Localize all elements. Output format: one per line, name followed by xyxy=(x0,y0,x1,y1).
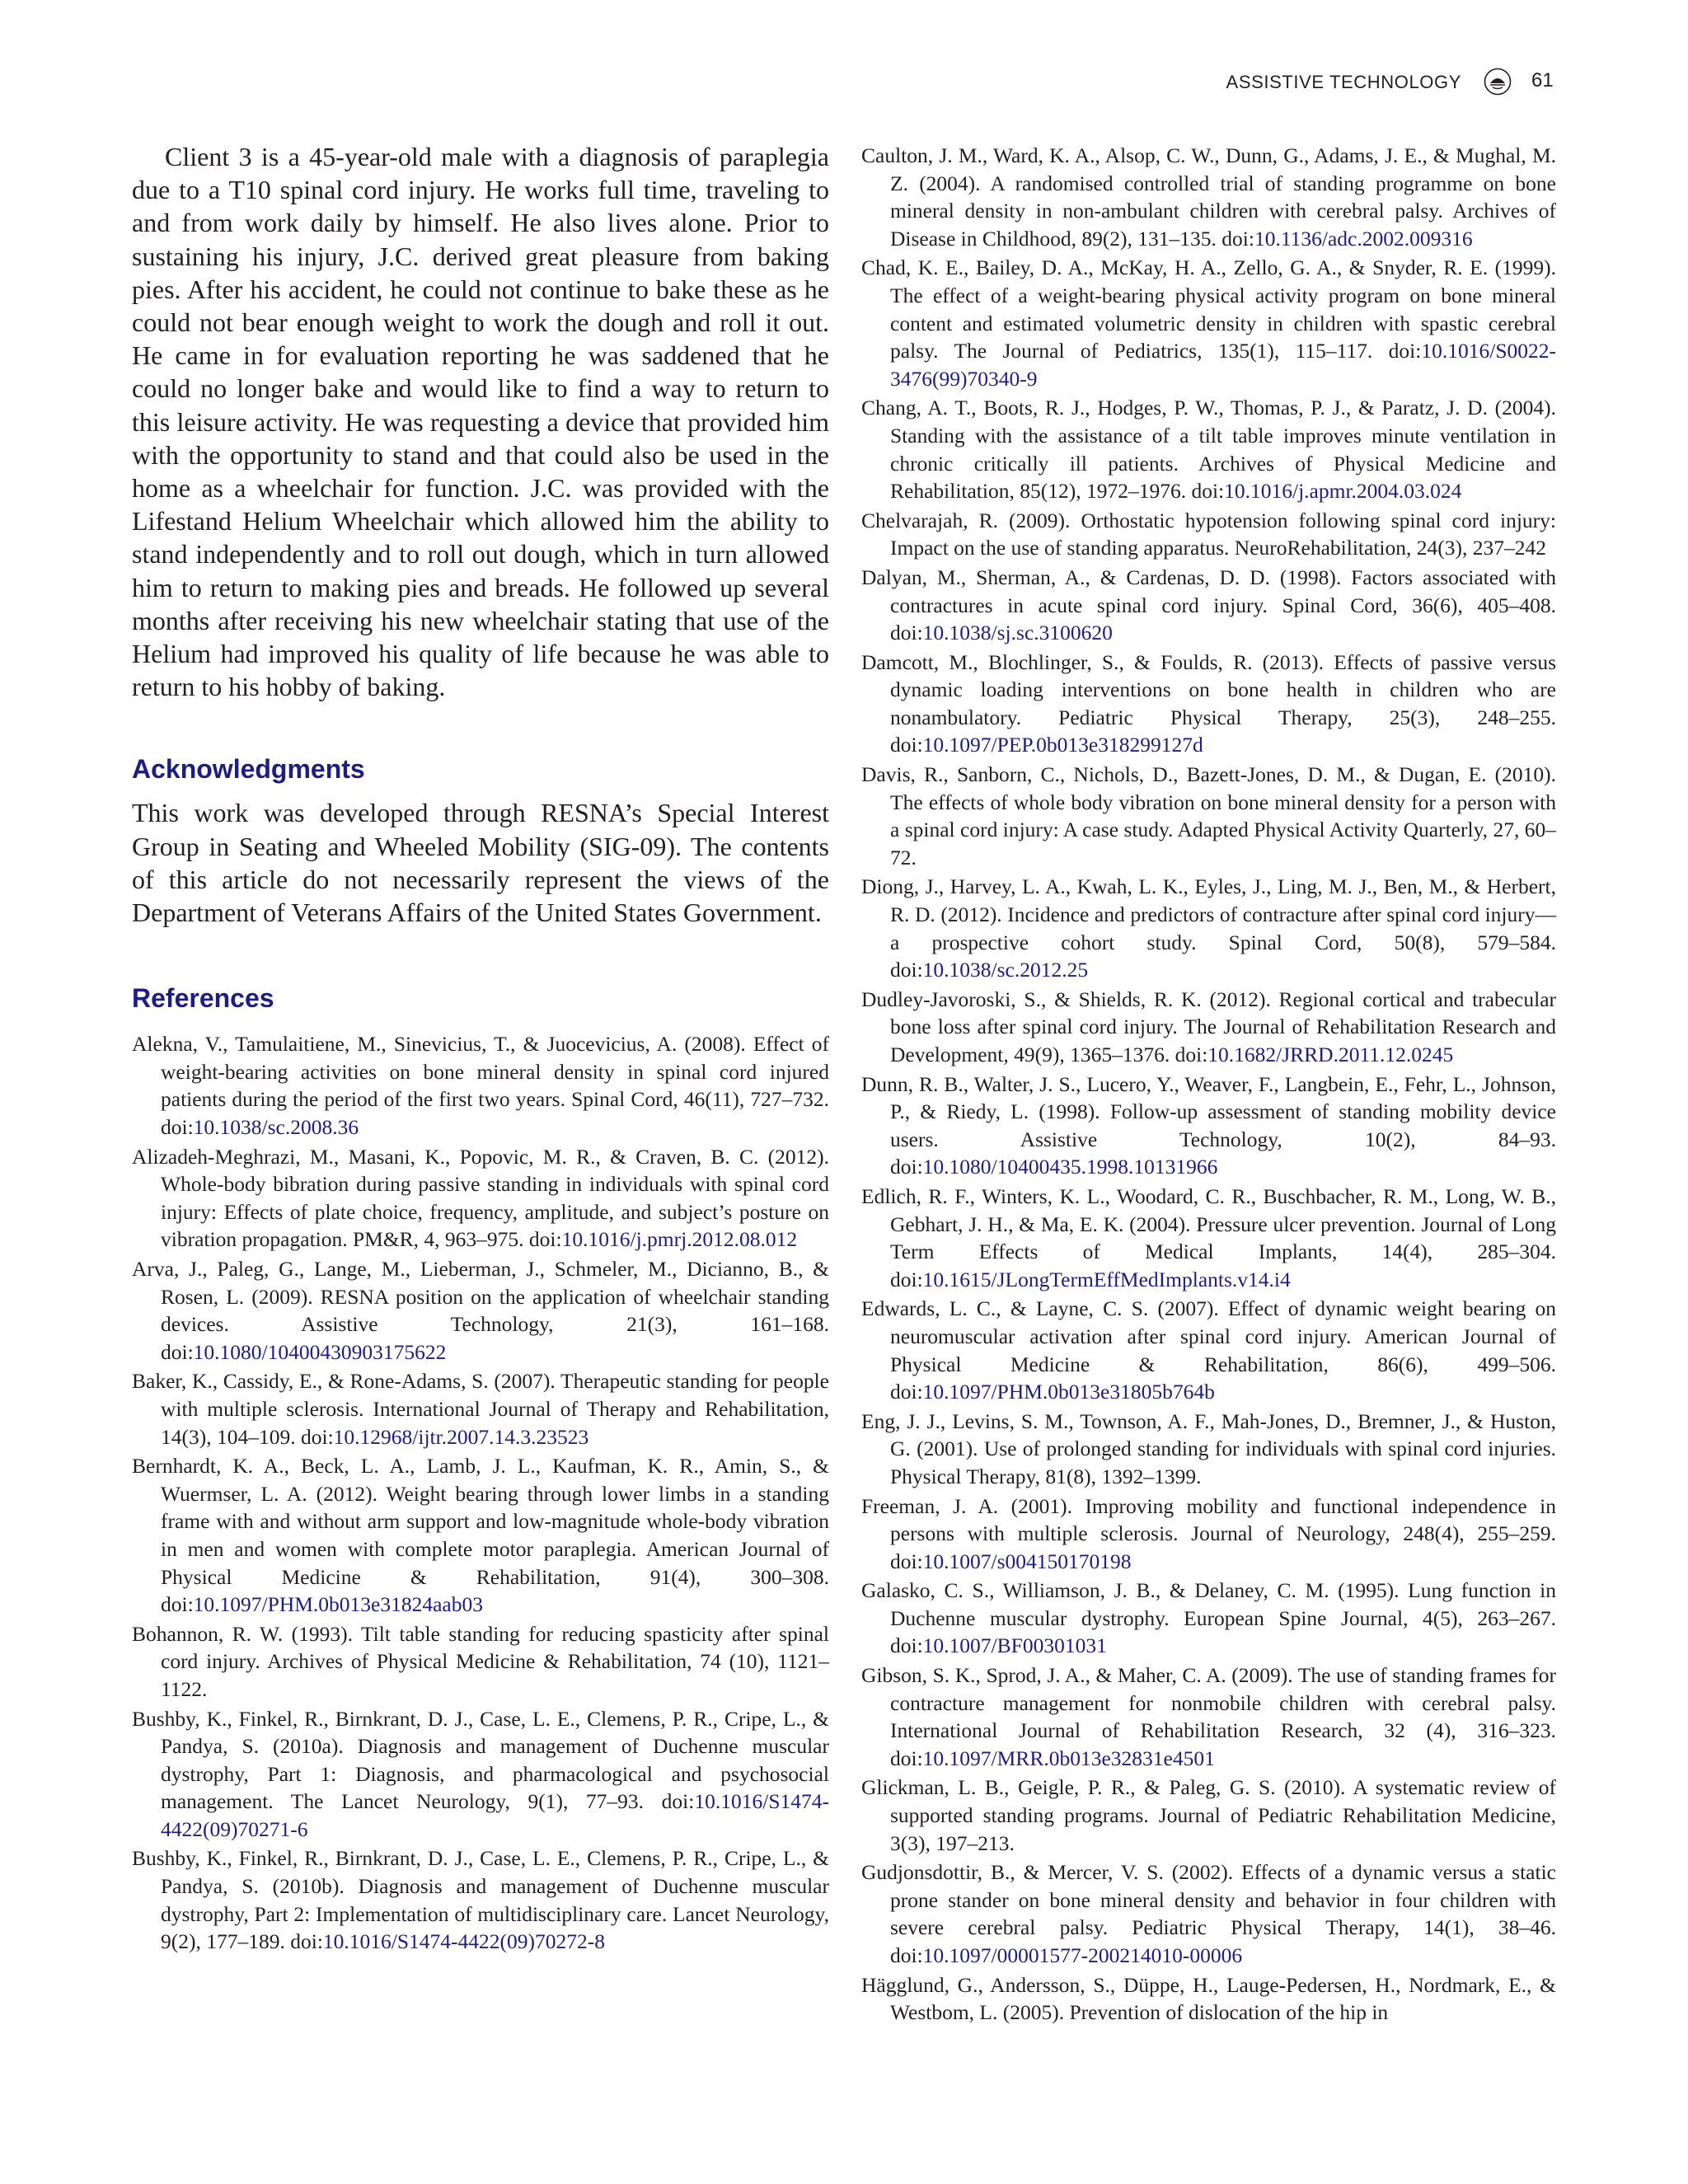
doi-link[interactable]: 10.1007/s004150170198 xyxy=(922,1549,1132,1573)
doi-link[interactable]: 10.1682/JRRD.2011.12.0245 xyxy=(1207,1043,1454,1066)
reference-list-right xyxy=(861,142,1556,2027)
doi-link[interactable]: 10.1097/MRR.0b013e32831e4501 xyxy=(922,1746,1215,1770)
acknowledgments-text: This work was developed through RESNA’s Special Interest Group in Seating and Wheeled Mobility (SIG-09). The contents of this article do not necessarily represent the views of the Department of Veterans Affairs of the United States Government. xyxy=(132,798,829,928)
reference-item xyxy=(861,564,1556,647)
reference-item xyxy=(861,1183,1556,1293)
reference-text: Bushby, K., Finkel, R., Birnkrant, D. J., Case, L. E., Clemens, P. R., Cripe, L., & Pandya, S. (2010b). Diagnosis and management of Duchenne muscular dystrophy, Part 2: Implementation of multidisciplinary care. Lancet Neurology, 9(2), 177–189. doi: xyxy=(132,1846,829,1954)
reference-text: Chelvarajah, R. (2009). Orthostatic hypotension following spinal cord injury: Impact on the use of standing apparatus. NeuroRehabilitation, 24(3), 237–242 xyxy=(861,508,1556,560)
references-heading: References xyxy=(132,983,274,1014)
reference-item xyxy=(861,1493,1556,1576)
reference-item xyxy=(861,142,1556,252)
left-column xyxy=(132,140,829,1957)
doi-link[interactable]: 10.1097/PHM.0b013e31824aab03 xyxy=(193,1592,483,1617)
reference-item xyxy=(861,394,1556,504)
doi-link[interactable]: 10.1097/PHM.0b013e31805b764b xyxy=(922,1380,1215,1404)
reference-text: Bushby, K., Finkel, R., Birnkrant, D. J., Case, L. E., Clemens, P. R., Cripe, L., & Pandya, S. (2010a). Diagnosis and management of Duchenne muscular dystrophy, Part 1: Diagnosis, and pharmacological and psychosocial management. The Lancet Neurology, 9(1), 77–93. doi: xyxy=(132,1706,829,1814)
reference-item xyxy=(861,761,1556,871)
reference-text: Dalyan, M., Sherman, A., & Cardenas, D. D. (1998). Factors associated with contractures in acute spinal cord injury. Spinal Cord, 36(6), 405–408. doi: xyxy=(861,565,1556,645)
running-header xyxy=(0,68,1688,101)
reference-item xyxy=(132,1705,829,1844)
doi-link[interactable]: 10.1016/S0022-3476(99)70340-9 xyxy=(890,339,1556,391)
reference-text: Gibson, S. K., Sprod, J. A., & Maher, C. A. (2009). The use of standing frames for contracture management for nonmobile children with cerebral palsy. International Journal of Rehabilitation Research, 32 (4), 316–323. doi: xyxy=(861,1663,1556,1770)
reference-item xyxy=(861,1295,1556,1405)
reference-text: Arva, J., Paleg, G., Lange, M., Lieberman, J., Schmeler, M., Dicianno, B., & Rosen, L. (2009). RESNA position on the application of wheelchair standing devices. Assistive Technology, 21(3), 161–168. doi: xyxy=(132,1257,829,1364)
reference-item xyxy=(861,649,1556,759)
doi-link[interactable]: 10.1016/j.pmrj.2012.08.012 xyxy=(561,1227,798,1252)
reference-item xyxy=(861,507,1556,562)
reference-text: Bernhardt, K. A., Beck, L. A., Lamb, J. L., Kaufman, K. R., Amin, S., & Wuermser, L. A. (2012). Weight bearing through lower limbs in a standing frame with and without arm support and low-magnitude whole-body vibration in men and women with complete motor paraplegia. American Journal of Physical Medicine & Rehabilitation, 91(4), 300–308. doi: xyxy=(132,1454,829,1617)
doi-link[interactable]: 10.1016/S1474-4422(09)70272-8 xyxy=(322,1929,606,1954)
reference-text: Edlich, R. F., Winters, K. L., Woodard, C. R., Buschbacher, R. M., Long, W. B., Gebhart, J. H., & Ma, E. K. (2004). Pressure ulcer prevention. Journal of Long Term Effects of Medical Implants, 14(4), 285–304. doi: xyxy=(861,1183,1556,1291)
reference-text: Bohannon, R. W. (1993). Tilt table standing for reducing spasticity after spinal cord injury. Archives of Physical Medicine & Rehabilitation, 74 (10), 1121–1122. xyxy=(132,1621,829,1701)
doi-link[interactable]: 10.1097/PEP.0b013e318299127d xyxy=(922,733,1203,757)
reference-text: Alizadeh-Meghrazi, M., Masani, K., Popovic, M. R., & Craven, B. C. (2012). Whole-body bibration during passive standing in individuals with spinal cord injury: Effects of plate choice, frequency, amplitude, and subject’s posture on vibration propagation. PM&R, 4, 963–975. doi: xyxy=(132,1144,829,1252)
reference-list-left xyxy=(132,1030,829,1956)
reference-text: Alekna, V., Tamulaitiene, M., Sinevicius, T., & Juocevicius, A. (2008). Effect of weight-bearing activities on bone mineral density in spinal cord injured patients during the period of the first two years. Spinal Cord, 46(11), 727–732. doi: xyxy=(132,1032,829,1140)
reference-item xyxy=(861,986,1556,1069)
doi-link[interactable]: 10.1080/10400435.1998.10131966 xyxy=(922,1155,1218,1179)
reference-text: Galasko, C. S., Williamson, J. B., & Delaney, C. M. (1995). Lung function in Duchenne muscular dystrophy. European Spine Journal, 4(5), 263–267. doi: xyxy=(861,1578,1556,1658)
reference-text: Eng, J. J., Levins, S. M., Townson, A. F., Mah-Jones, D., Bremner, J., & Huston, G. (2001). Use of prolonged standing for individuals with spinal cord injuries. Physical Therapy, 81(8), 1392–1399. xyxy=(861,1408,1556,1488)
acknowledgments-heading: Acknowledgments xyxy=(132,754,365,785)
reference-item xyxy=(132,1255,829,1366)
reference-item xyxy=(132,1367,829,1451)
doi-link[interactable]: 10.1007/BF00301031 xyxy=(922,1633,1107,1658)
reference-text: Baker, K., Cassidy, E., & Rone-Adams, S. (2007). Therapeutic standing for people with multiple sclerosis. International Journal of Therapy and Rehabilitation, 14(3), 104–109. doi: xyxy=(132,1369,829,1449)
reference-text: Edwards, L. C., & Layne, C. S. (2007). Effect of dynamic weight bearing on neuromuscular activation after spinal cord injury. American Journal of Physical Medicine & Rehabilitation, 86(6), 499–506. doi: xyxy=(861,1296,1556,1404)
doi-link[interactable]: 10.1615/JLongTermEffMedImplants.v14.i4 xyxy=(922,1267,1291,1291)
doi-link[interactable]: 10.12968/ijtr.2007.14.3.23523 xyxy=(333,1424,589,1449)
reference-text: Chang, A. T., Boots, R. J., Hodges, P. W., Thomas, P. J., & Paratz, J. D. (2004). Standing with the assistance of a tilt table improves minute ventilation in chronic critically ill patients. Archives of Physical Medicine and Rehabilitation, 85(12), 1972–1976. doi: xyxy=(861,396,1556,504)
client-paragraph: Client 3 is a 45-year-old male with a diagnosis of paraplegia due to a T10 spinal cord injury. He works full time, traveling to and from work daily by himself. He also lives alone. Prior to sustaining his injury, J.C. derived great pleasure from baking pies. After his accident, he could not continue to bake these as he could not bear enough weight to work the dough and roll it out. He came in for evaluation reporting he was saddened that he could no longer bake and would like to find a way to return to this leisure activity. He was requesting a device that provided him with the opportunity to stand and that could also be used in the home as a wheelchair for function. J.C. was provided with the Lifestand Helium Wheelchair which allowed him the ability to stand independently and to roll out dough, which in turn allowed him to return to making pies and breads. He followed up several months after receiving his new wheelchair stating that use of the Helium had improved his quality of life because he was able to return to his hobby of baking. xyxy=(132,142,829,702)
reference-text: Dudley-Javoroski, S., & Shields, R. K. (2012). Regional cortical and trabecular bone loss after spinal cord injury. The Journal of Rehabilitation Research and Development, 49(9), 1365–1376. doi: xyxy=(861,987,1556,1066)
reference-text: Chad, K. E., Bailey, D. A., McKay, H. A., Zello, G. A., & Snyder, R. E. (1999). The effect of a weight-bearing physical activity program on bone mineral content and estimated volumetric density in children with spastic cerebral palsy. The Journal of Pediatrics, 135(1), 115–117. doi: xyxy=(861,255,1556,363)
reference-item xyxy=(861,254,1556,392)
reference-text: Caulton, J. M., Ward, K. A., Alsop, C. W., Dunn, G., Adams, J. E., & Mughal, M. Z. (2004). A randomised controlled trial of standing programme on bone mineral density in non-ambulant children with cerebral palsy. Archives of Disease in Childhood, 89(2), 131–135. doi: xyxy=(861,143,1556,251)
reference-text: Gudjonsdottir, B., & Mercer, V. S. (2002). Effects of a dynamic versus a static prone stander on bone mineral density and behavior in four children with severe cerebral palsy. Pediatric Physical Therapy, 14(1), 38–46. doi: xyxy=(861,1860,1556,1967)
reference-item xyxy=(132,1143,829,1254)
reference-item xyxy=(132,1452,829,1619)
reference-text: Hägglund, G., Andersson, S., Düppe, H., Lauge-Pedersen, H., Nordmark, E., & Westbom, L. (2005). Prevention of dislocation of the hip in xyxy=(861,1972,1556,2025)
reference-item xyxy=(861,1774,1556,1857)
reference-item xyxy=(861,1971,1556,2027)
reference-item xyxy=(861,1071,1556,1181)
reference-item xyxy=(132,1844,829,1955)
reference-text: Freeman, J. A. (2001). Improving mobility and functional independence in persons with multiple sclerosis. Journal of Neurology, 248(4), 255–259. doi: xyxy=(861,1493,1556,1573)
reference-text: Diong, J., Harvey, L. A., Kwah, L. K., Eyles, J., Ling, M. J., Ben, M., & Herbert, R. D. (2012). Incidence and predictors of contracture after spinal cord injury—a prospective cohort study. Spinal Cord, 50(8), 579–584. doi: xyxy=(861,874,1556,982)
reference-item xyxy=(861,873,1556,983)
reference-item xyxy=(861,1858,1556,1969)
doi-link[interactable]: 10.1016/j.apmr.2004.03.024 xyxy=(1224,479,1462,504)
reference-text: Damcott, M., Blochlinger, S., & Foulds, R. (2013). Effects of passive versus dynamic loading interventions on bone health in children who are nonambulatory. Pediatric Physical Therapy, 25(3), 248–255. doi: xyxy=(861,649,1556,757)
doi-link[interactable]: 10.1038/sc.2012.25 xyxy=(922,958,1089,982)
reference-item xyxy=(132,1030,829,1141)
page-number: 61 xyxy=(1531,69,1554,91)
reference-item xyxy=(861,1661,1556,1772)
doi-link[interactable]: 10.1080/10400430903175622 xyxy=(193,1339,447,1364)
reference-text: Glickman, L. B., Geigle, P. R., & Paleg, G. S. (2010). A systematic review of supported standing programs. Journal of Pediatric Rehabilitation Medicine, 3(3), 197–213. xyxy=(861,1775,1556,1855)
reference-item xyxy=(132,1620,829,1704)
doi-link[interactable]: 10.1038/sc.2008.36 xyxy=(193,1115,359,1140)
right-column xyxy=(861,142,1556,2028)
journal-name: ASSISTIVE TECHNOLOGY xyxy=(1226,72,1461,92)
reference-item xyxy=(861,1577,1556,1660)
doi-link[interactable]: 10.1097/00001577-200214010-00006 xyxy=(922,1943,1243,1967)
journal-logo-icon xyxy=(1484,68,1512,96)
doi-link[interactable]: 10.1136/adc.2002.009316 xyxy=(1254,226,1473,251)
reference-text: Davis, R., Sanborn, C., Nichols, D., Bazett-Jones, D. M., & Dugan, E. (2010). The effects of whole body vibration on bone mineral density for a person with a spinal cord injury: A case study. Adapted Physical Activity Quarterly, 27, 60–72. xyxy=(861,762,1556,869)
reference-text: Dunn, R. B., Walter, J. S., Lucero, Y., Weaver, F., Langbein, E., Fehr, L., Johnson, P., & Riedy, L. (1998). Follow-up assessment of standing mobility device users. Assistive Technology, 10(2), 84–93. doi: xyxy=(861,1071,1556,1179)
doi-link[interactable]: 10.1038/sj.sc.3100620 xyxy=(922,621,1113,645)
doi-link[interactable]: 10.1016/S1474-4422(09)70271-6 xyxy=(161,1789,829,1841)
reference-item xyxy=(861,1408,1556,1491)
